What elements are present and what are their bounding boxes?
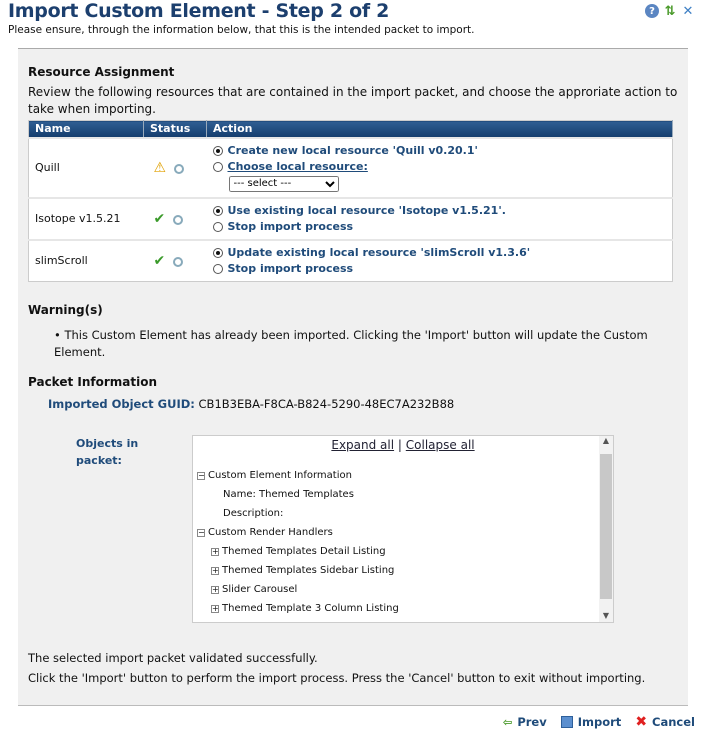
radio[interactable] <box>213 162 223 172</box>
option-stop-import[interactable]: Stop import process <box>213 219 667 235</box>
expand-icon[interactable]: + <box>212 565 219 575</box>
warning-icon: ⚠ <box>153 159 167 176</box>
option-stop-import[interactable]: Stop import process <box>213 261 667 277</box>
radio-selected[interactable] <box>213 146 223 156</box>
validation-message: The selected import packet validated successfully. <box>28 651 318 665</box>
scrollbar-thumb[interactable] <box>600 454 612 599</box>
resource-name: Isotope v1.5.21 <box>29 198 144 240</box>
radio[interactable] <box>213 222 223 232</box>
radio-selected[interactable] <box>213 206 223 216</box>
collapse-icon[interactable]: − <box>198 470 205 480</box>
resource-name: slimScroll <box>29 240 144 282</box>
check-update-icon: ✔ <box>153 252 166 269</box>
column-header-status: Status <box>144 121 207 138</box>
check-icon: ✔ <box>153 210 166 227</box>
resource-intro: Review the following resources that are contained in the import packet, and choose the approriate action to take when importing. <box>28 85 678 116</box>
scroll-down-icon[interactable]: ▼ <box>602 611 610 620</box>
tree-leaf: Description: <box>223 508 284 519</box>
instruction-message: Click the 'Import' button to perform the import process. Press the 'Cancel' button to exit without importing. <box>28 671 646 685</box>
import-button[interactable]: Import <box>561 714 622 730</box>
option-create-new[interactable]: Create new local resource 'Quill v0.20.1' <box>213 143 667 159</box>
warnings-heading: Warning(s) <box>28 303 103 317</box>
option-use-existing[interactable]: Use existing local resource 'Isotope v1.5.21'. <box>213 203 667 219</box>
magnifier-icon[interactable] <box>173 215 183 225</box>
column-header-name: Name <box>29 121 144 138</box>
magnifier-icon[interactable] <box>174 164 184 174</box>
column-header-action: Action <box>207 121 673 138</box>
table-row <box>29 198 673 240</box>
refresh-icon[interactable]: ⇅ <box>664 3 676 19</box>
page-title: Import Custom Element - Step 2 of 2 <box>8 0 390 22</box>
table-row <box>29 138 673 198</box>
close-icon[interactable]: ✕ <box>682 3 694 19</box>
option-update-existing[interactable]: Update existing local resource 'slimScroll v1.3.6' <box>213 245 667 261</box>
local-resource-select[interactable] <box>229 176 339 192</box>
option-choose-local[interactable]: Choose local resource: <box>213 159 667 175</box>
warning-item: • This Custom Element has already been imported. Clicking the 'Import' button will update the Custom Element. <box>54 328 648 359</box>
objects-tree: Expand all | Collapse all − Custom Element Information Name: Themed Templates Description: − Custom Render Handlers + Themed Templates Detail Listing + Themed Templates Sidebar Listing + Slider Carousel + Themed Template 3 Column Listing ▲ ▼ <box>192 435 614 623</box>
tree-leaf: Name: Themed Templates <box>223 489 354 500</box>
expand-icon[interactable]: + <box>212 584 219 594</box>
scroll-up-icon[interactable]: ▲ <box>602 436 610 445</box>
expand-icon[interactable]: + <box>212 603 219 613</box>
arrow-left-icon: ⇦ <box>502 715 513 729</box>
collapse-all-link[interactable]: Collapse all <box>405 438 475 452</box>
cancel-button[interactable]: ✖ Cancel <box>635 714 695 730</box>
prev-button[interactable]: ⇦ Prev <box>502 715 547 729</box>
expand-icon[interactable]: + <box>212 546 219 556</box>
guid-value: CB1B3EBA-F8CA-B824-5290-48EC7A232B88 <box>198 397 455 411</box>
content-panel <box>18 48 688 706</box>
help-icon[interactable]: ? <box>645 4 659 18</box>
objects-label: Objects in packet: <box>76 437 139 467</box>
radio[interactable] <box>213 264 223 274</box>
packet-info-heading: Packet Information <box>28 375 158 389</box>
expand-all-link[interactable]: Expand all <box>331 438 395 452</box>
resource-assignment-heading: Resource Assignment <box>28 65 175 79</box>
collapse-icon[interactable]: − <box>198 527 205 537</box>
table-row <box>29 240 673 282</box>
resource-table <box>28 120 673 282</box>
guid-row: Imported Object GUID: CB1B3EBA-F8CA-B824-5290-48EC7A232B88 <box>48 397 455 411</box>
radio-selected[interactable] <box>213 248 223 258</box>
tree-scrollbar[interactable] <box>599 436 613 622</box>
page-subtitle: Please ensure, through the information below, that this is the intended packet to import. <box>8 24 475 36</box>
magnifier-icon[interactable] <box>173 257 183 267</box>
resource-name: Quill <box>29 138 144 198</box>
save-icon <box>561 716 573 728</box>
cancel-icon: ✖ <box>635 714 648 730</box>
